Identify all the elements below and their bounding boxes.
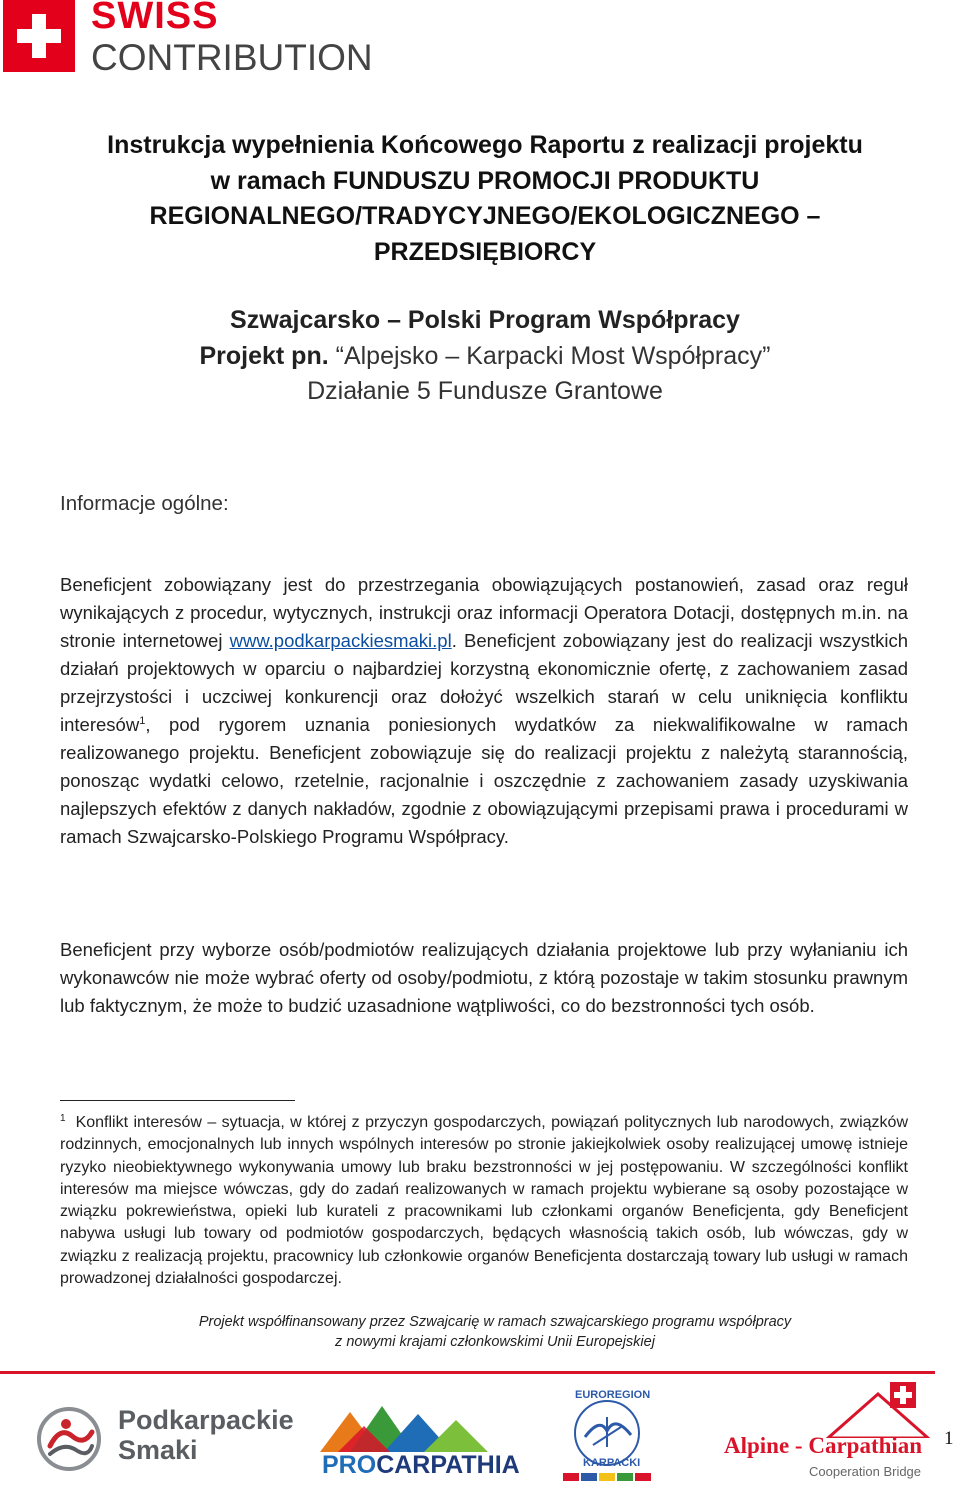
euroregion-top-text: EUROREGION bbox=[575, 1389, 651, 1401]
footnote-text: Konflikt interesów – sytuacja, w której z przyczyn gospodarczych, powiązań politycznych lub narodowych, związków rodzinnych, emocjonalnych lub innych wspólnych interesów po stronie jakiejkolwiek osoby realizującej umowę istnieje ryzyko nieobiektywnego wykonywania umowy lub braku bezstronności w jej postępowaniu. W szczególności konflikt interesów ma miejsce wówczas, gdy do zadań realizowanych w ramach projektu wybierane są osoby pozostające w związku pokrewieństwa, opieki lub kurateli z pracownikami lub członkami organów Beneficjenta, gdy Beneficjent nabywa usługi lub towary od podmiotów gospodarczych, będących własnością takich osób, lub wówczas, gdy w związku z realizacją projektu, pracownicy lub członkowie organów Beneficjenta dostarczają towary lub usługi w ramach prowadzonej działalności gospodarczej. bbox=[60, 1114, 908, 1288]
euroregion-bottom-text: KARPACKI bbox=[583, 1457, 641, 1469]
section-heading: Informacje ogólne: bbox=[60, 492, 229, 515]
euroregion-emblem-icon bbox=[545, 1387, 670, 1485]
procarpathia-text: PROCARPATHIA bbox=[322, 1451, 520, 1479]
swiss-flag-icon bbox=[3, 0, 75, 72]
program-subtitle bbox=[40, 303, 930, 410]
paragraph-obligations bbox=[60, 571, 908, 851]
euroregion-karpacki-logo bbox=[545, 1387, 670, 1485]
paragraph-selection: Beneficjent przy wyborze osób/podmiotów realizujących działania projektowe lub przy wyłanianiu ich wykonawców nie może wybrać oferty od osoby/podmiotu, z którą pozostaje w takim stosunku prawnym lub faktycznym, że może to budzić uzasadnione wątpliwości, co do bezstronności tych osób. bbox=[60, 939, 908, 1016]
swiss-contribution-logo bbox=[3, 0, 373, 80]
footer-divider bbox=[0, 1371, 935, 1374]
podkarpackie-smaki-logo bbox=[30, 1400, 294, 1480]
paragraph-1-text-b: . Beneficjent zobowiązany jest do realizacji wszystkich działań projektowych w oparciu o najbardziej korzystną ekonomicznie ofertę, z zachowaniem zasad przejrzystości i uczciwej konkurencji oraz dołożyć wszelkich starań w celu uniknięcia konfliktu interesów bbox=[60, 630, 909, 735]
title-line-1: Instrukcja wypełnienia Końcowego Raportu z realizacji projektu bbox=[107, 131, 863, 159]
page-number: 1 bbox=[944, 1428, 954, 1449]
alpine-carpathian-text: Alpine - Carpathian bbox=[724, 1433, 923, 1458]
footnote bbox=[60, 1112, 908, 1290]
mountains-icon bbox=[320, 1406, 490, 1452]
subtitle-line-2 bbox=[40, 339, 930, 375]
subtitle-project-name: “Alpejsko – Karpacki Most Współpracy” bbox=[335, 341, 771, 370]
cooperation-bridge-text: Cooperation Bridge bbox=[809, 1464, 922, 1479]
footnote-number: 1 bbox=[60, 1112, 66, 1124]
podkarpackie-smaki-icon bbox=[36, 1406, 102, 1472]
smaki-text: Smaki bbox=[118, 1435, 198, 1465]
subtitle-project-prefix: Projekt pn. bbox=[199, 341, 336, 370]
subtitle-line-1: Szwajcarsko – Polski Program Współpracy bbox=[230, 306, 740, 334]
paragraph-1-text-a: Beneficjent zobowiązany jest do przestrzegania obowiązujących postanowień, zasad oraz reguł wynikających z procedur, wytycznych, instrukcji oraz informacji Operatora Dotacji, dostępnych m.in. na stronie internetowej bbox=[60, 574, 908, 651]
logo-contribution-text: CONTRIBUTION bbox=[91, 37, 373, 78]
cofinancing-line-2: z nowymi krajami członkowskimi Unii Europejskiej bbox=[335, 1333, 655, 1350]
footnote-divider bbox=[60, 1100, 295, 1101]
alpine-carpathian-logo bbox=[718, 1380, 943, 1485]
website-link[interactable]: www.podkarpackiesmaki.pl bbox=[229, 630, 452, 651]
procarpathia-logo bbox=[318, 1402, 520, 1482]
footnote-reference[interactable]: 1 bbox=[139, 714, 146, 727]
podkarpackie-text: Podkarpackie bbox=[118, 1405, 294, 1435]
logo-swiss-text: SWISS bbox=[91, 0, 219, 37]
title-line-3: REGIONALNEGO/TRADYCYJNEGO/EKOLOGICZNEGO – bbox=[149, 202, 821, 230]
cofinancing-line-1: Projekt współfinansowany przez Szwajcarię w ramach szwajcarskiego programu współpracy bbox=[198, 1314, 792, 1330]
paragraph-1-text-c: , pod rygorem uznania poniesionych wydatków za niekwalifikowalne w ramach realizowanego projektu. Beneficjent zobowiązuje się do realizacji projektu z należytą starannością, ponosząc wydatki celowo, rzetelnie, racjonalnie i oszczędnie z zachowaniem zasady uzyskiwania najlepszych efektów z danych nakładów, zgodnie z obowiązującymi przepisami prawa i procedurami w ramach Szwajcarsko-Polskiego Programu Współpracy. bbox=[60, 714, 908, 847]
document-title bbox=[40, 128, 930, 270]
subtitle-line-3: Działanie 5 Fundusze Grantowe bbox=[307, 377, 663, 405]
alpine-mountain-icon bbox=[818, 1380, 938, 1438]
title-line-2: w ramach FUNDUSZU PROMOCJI PRODUKTU bbox=[210, 166, 760, 195]
cofinancing-note bbox=[60, 1313, 930, 1352]
title-line-4: PRZEDSIĘBIORCY bbox=[373, 237, 597, 266]
